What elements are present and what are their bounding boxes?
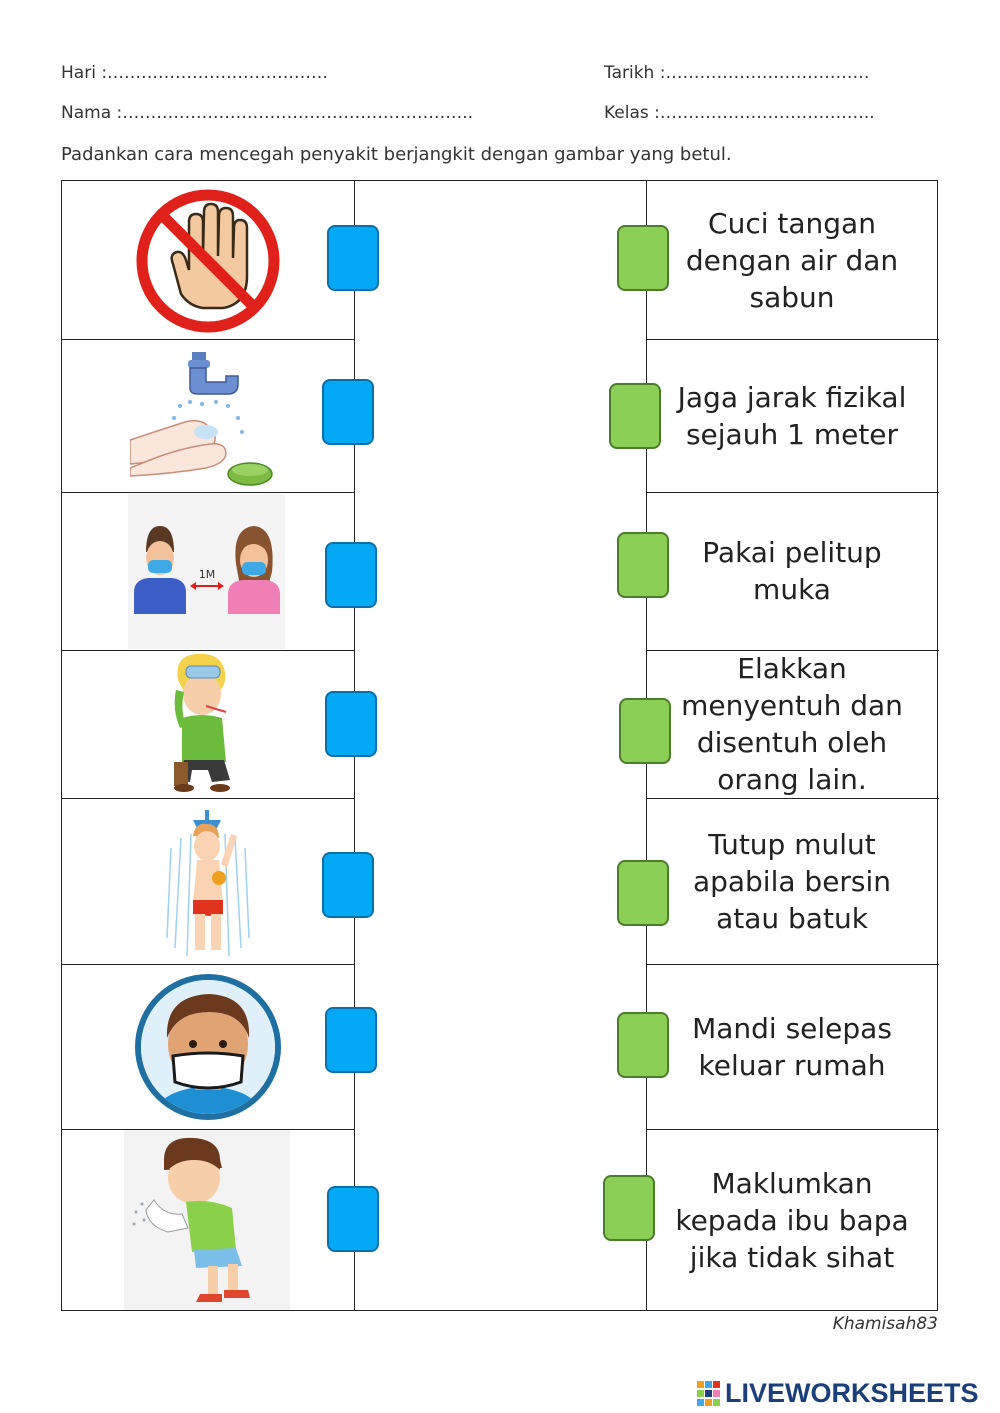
match-dot-left-1[interactable] [327,225,379,291]
match-dot-left-5[interactable] [322,852,374,918]
phrase-6: Mandi selepas keluar rumah [692,1011,892,1082]
phrase-5: Tutup mulut apabila bersin atau batuk [692,827,892,935]
phrase-1: Cuci tangan dengan air dan sabun [685,206,899,314]
liveworksheets-logo-text: LIVEWORKSHEETS [725,1378,979,1408]
match-dot-left-4[interactable] [325,691,377,757]
phrase-2: Jaga jarak fizikal sejauh 1 meter [677,380,907,451]
sick-boy-icon [168,650,242,796]
distance-label: 1M [198,568,216,581]
mask-boy-icon [133,972,283,1122]
phrase-3: Pakai pelitup muka [702,536,882,606]
phrase-7: Maklumkan kepada ibu bapa jika tidak sihat [675,1166,909,1274]
shower-boy-icon [125,808,290,963]
kelas-field: Kelas :……………………………….. [604,103,875,123]
match-dot-left-6[interactable] [325,1007,377,1073]
author-credit: Khamisah83 [832,1314,938,1334]
match-dot-left-3[interactable] [325,542,377,608]
match-dot-left-7[interactable] [327,1186,379,1252]
nama-field: Nama :…………………………………………………….. [61,103,474,123]
sneezing-boy-icon [124,1130,290,1310]
match-dot-left-2[interactable] [322,379,374,445]
hari-field: Hari :………………………………… [61,63,329,83]
liveworksheets-logo-icon [697,1381,721,1407]
social-distance-icon [128,494,285,649]
tarikh-field: Tarikh :……………………………… [604,63,870,83]
liveworksheets-logo[interactable] [697,1378,979,1409]
instruction: Padankan cara mencegah penyakit berjangkit dengan gambar yang betul. [61,144,732,165]
row-divider [62,492,354,493]
row-divider [62,964,354,965]
hand-washing-icon [130,340,282,490]
phrase-4: Elakkan menyentuh dan disentuh oleh orang lain. [681,652,903,796]
no-touch-hand-icon [133,186,283,336]
row-divider [62,798,354,799]
